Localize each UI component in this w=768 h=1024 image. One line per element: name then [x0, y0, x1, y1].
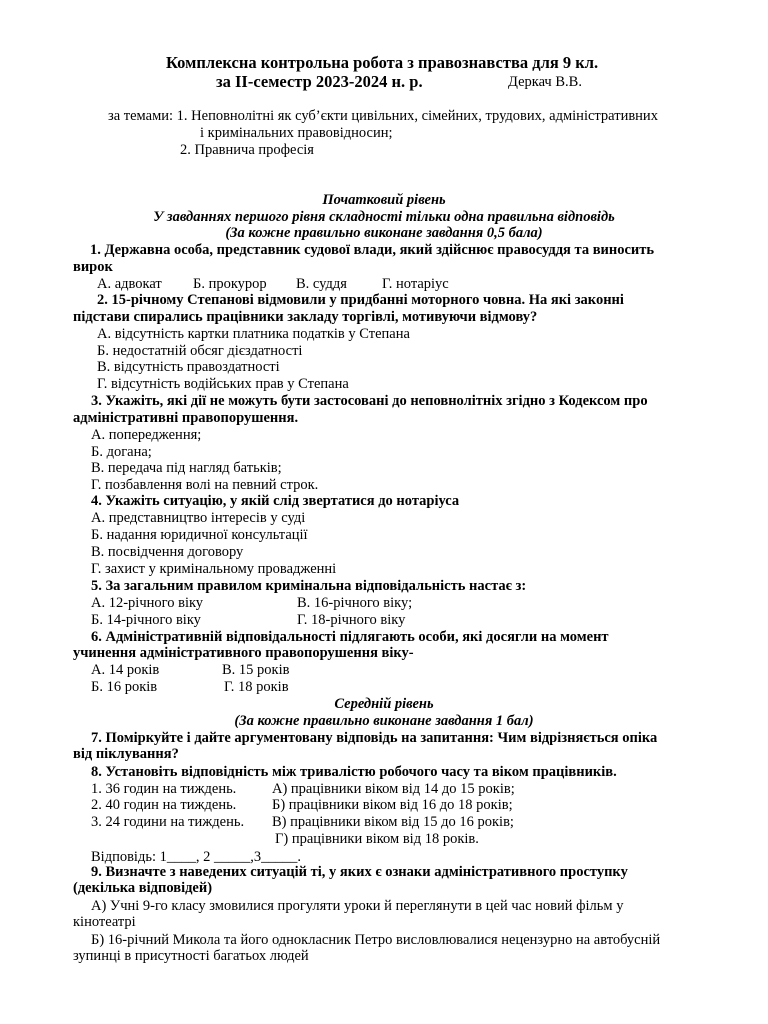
- level1-points: (За кожне правильно виконане завдання 0,5 бала): [225, 225, 543, 241]
- q9-option-a-1: А) Учні 9-го класу змовилися прогуляти уроки й переглянути в цей час новий фільм у: [91, 898, 624, 914]
- q9-option-b-2: зупинці в присутності багатьох людей: [73, 948, 309, 964]
- q5-option-b: Б. 14-річного віку: [91, 612, 201, 628]
- q2-text-1: 2. 15-річному Степанові відмовили у придбанні моторного човна. На які законні: [97, 292, 624, 308]
- q3-option-g: Г. позбавлення волі на певний строк.: [91, 477, 319, 493]
- level2-points: (За кожне правильно виконане завдання 1 бал): [234, 713, 534, 729]
- q9-option-b-1: Б) 16-річний Микола та його однокласник Петро висловлювалися нецензурно на автобусній: [91, 932, 661, 948]
- q7-text-2: від піклування?: [73, 746, 179, 762]
- level1-subtitle: У завданнях першого рівня складності тільки одна правильна відповідь: [153, 209, 615, 225]
- q4-option-g: Г. захист у кримінальному провадженні: [91, 561, 337, 577]
- q7-text-1: 7. Поміркуйте і дайте аргументовану відповідь на запитання: Чим відрізняється опіка: [91, 730, 658, 746]
- q1-option-v: В. суддя: [296, 276, 347, 292]
- q8-right-a: А) працівники віком від 14 до 15 років;: [272, 781, 515, 797]
- topics-line-3: 2. Правнича професія: [180, 142, 314, 158]
- q4-option-b: Б. надання юридичної консультації: [91, 527, 308, 543]
- q8-right-v: В) працівники віком від 15 до 16 років;: [272, 814, 514, 830]
- title-line-1: Комплексна контрольна робота з правознавства для 9 кл.: [166, 53, 599, 72]
- q3-option-b: Б. догана;: [91, 444, 152, 460]
- q1-option-a: А. адвокат: [97, 276, 162, 292]
- q2-text-2: підстави спирались працівники закладу торгівлі, мотивуючи відмову?: [73, 309, 538, 325]
- q4-text: 4. Укажіть ситуацію, у якій слід звертатися до нотаріуса: [91, 493, 460, 509]
- q8-answer: Відповідь: 1____, 2 _____,3_____.: [91, 849, 301, 865]
- q1-text-2: вирок: [73, 259, 113, 275]
- q8-right-g: Г) працівники віком від 18 років.: [275, 831, 479, 847]
- q9-option-a-2: кінотеатрі: [73, 914, 136, 930]
- q5-option-v: В. 16-річного віку;: [297, 595, 413, 611]
- level2-title: Середній рівень: [334, 696, 434, 712]
- q8-left-3: 3. 24 години на тиждень.: [91, 814, 245, 830]
- author: Деркач В.В.: [508, 74, 582, 90]
- q6-option-b: Б. 16 років: [91, 679, 158, 695]
- q1-option-g: Г. нотаріус: [382, 276, 449, 292]
- title-line-2: за ІІ-семестр 2023-2024 н. р.: [216, 72, 423, 91]
- q6-text-1: 6. Адміністративній відповідальності підлягають особи, які досягли на момент: [91, 629, 609, 645]
- q4-option-a: А. представництво інтересів у суді: [91, 510, 306, 526]
- q8-left-1: 1. 36 годин на тиждень.: [91, 781, 237, 797]
- q1-text-1: 1. Державна особа, представник судової влади, який здійснює правосуддя та виносить: [90, 242, 655, 258]
- q9-text-2: (декілька відповідей): [73, 880, 213, 896]
- topics-line-1: за темами: 1. Неповнолітні як суб’єкти цивільних, сімейних, трудових, адміністративних: [108, 108, 658, 124]
- q8-text: 8. Установіть відповідність між тривалістю робочого часу та віком працівників.: [91, 764, 617, 780]
- q6-option-v: В. 15 років: [222, 662, 290, 678]
- q8-right-b: Б) працівники віком від 16 до 18 років;: [272, 797, 513, 813]
- q5-text: 5. За загальним правилом кримінальна відповідальність настає з:: [91, 578, 527, 594]
- q3-text-1: 3. Укажіть, які дії не можуть бути застосовані до неповнолітніх згідно з Кодексом про: [91, 393, 648, 409]
- q2-option-a: А. відсутність картки платника податків у Степана: [97, 326, 410, 342]
- q5-option-a: А. 12-річного віку: [91, 595, 204, 611]
- q3-option-a: А. попередження;: [91, 427, 202, 443]
- q8-left-2: 2. 40 годин на тиждень.: [91, 797, 237, 813]
- q6-option-g: Г. 18 років: [224, 679, 289, 695]
- level1-title: Початковий рівень: [322, 192, 446, 208]
- q2-option-b: Б. недостатній обсяг дієздатності: [97, 343, 303, 359]
- q4-option-v: В. посвідчення договору: [91, 544, 244, 560]
- q1-option-b: Б. прокурор: [193, 276, 267, 292]
- q2-option-v: В. відсутність правоздатності: [97, 359, 280, 375]
- topics-line-2: і кримінальних правовідносин;: [200, 125, 393, 141]
- q6-option-a: А. 14 років: [91, 662, 160, 678]
- q9-text-1: 9. Визначте з наведених ситуацій ті, у яких є ознаки адміністративного проступку: [91, 864, 628, 880]
- q6-text-2: учинення адміністративного правопорушення віку-: [73, 645, 414, 661]
- q5-option-g: Г. 18-річного віку: [297, 612, 406, 628]
- q3-text-2: адміністративні правопорушення.: [73, 410, 299, 426]
- q2-option-g: Г. відсутність водійських прав у Степана: [97, 376, 349, 392]
- q3-option-v: В. передача під нагляд батьків;: [91, 460, 282, 476]
